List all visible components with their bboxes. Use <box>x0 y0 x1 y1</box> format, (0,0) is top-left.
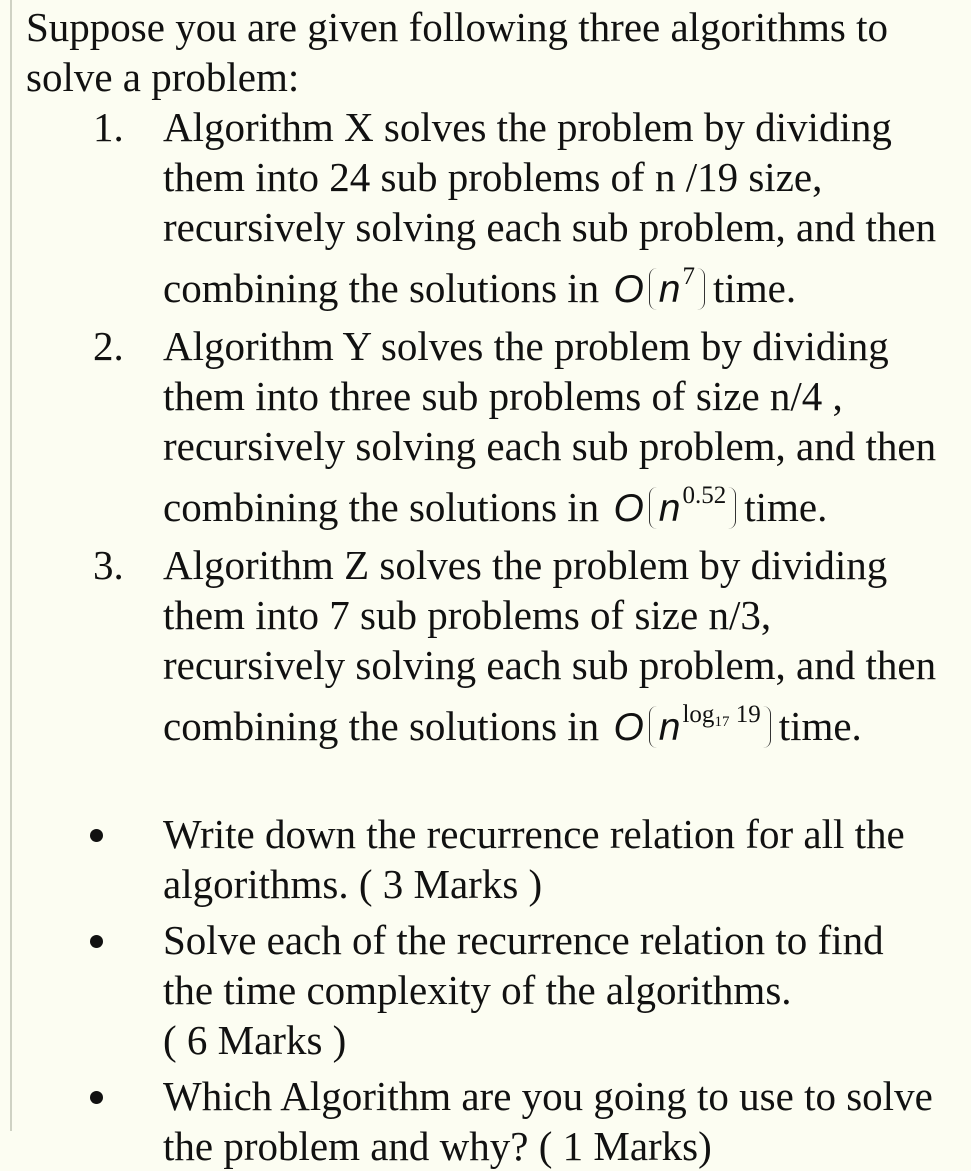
log-argument: 19 <box>735 701 761 728</box>
algorithm-item-z <box>26 540 963 753</box>
right-paren <box>696 268 705 310</box>
task-list <box>26 809 961 1171</box>
algorithm-text-line: them into 7 sub problems of size n/3, <box>163 592 772 638</box>
task-item-solve <box>26 915 953 1065</box>
combine-prefix: combining the solutions in <box>163 484 600 530</box>
combine-line <box>163 690 963 753</box>
combine-suffix: time. <box>712 265 797 311</box>
task-text-line: the problem and why? ( 1 Marks) <box>163 1123 712 1169</box>
algorithm-text-line: them into three sub problems of size n/4 , <box>163 373 843 419</box>
math-base: n <box>658 268 681 311</box>
combine-prefix: combining the solutions in <box>163 703 600 749</box>
left-paren <box>649 487 658 529</box>
big-o-symbol: O <box>613 268 644 311</box>
algorithm-text-line: Algorithm Z solves the problem by dividing <box>163 542 888 588</box>
math-exponent <box>682 701 760 728</box>
list-number: 3. <box>93 542 124 588</box>
algorithm-item-x <box>26 102 963 315</box>
big-o-expression <box>613 471 742 534</box>
right-paren <box>727 487 736 529</box>
task-text-line: ( 6 Marks ) <box>163 1017 347 1063</box>
math-base: n <box>658 706 681 749</box>
task-text-line: Which Algorithm are you going to use to solve <box>163 1073 933 1119</box>
combine-suffix: time. <box>744 484 828 530</box>
algorithm-text-line: Algorithm X solves the problem by dividing <box>163 104 892 150</box>
question-document <box>26 0 961 1171</box>
log-text: log <box>682 701 715 728</box>
list-number: 1. <box>93 104 124 150</box>
right-paren <box>762 706 771 748</box>
algorithm-text-line: recursively solving each sub problem, and then <box>163 642 937 688</box>
log-base: 17 <box>714 714 730 730</box>
left-paren <box>649 268 658 310</box>
algorithm-text-line: Algorithm Y solves the problem by dividing <box>163 323 889 369</box>
algorithm-item-y <box>26 321 963 534</box>
big-o-symbol: O <box>613 706 644 749</box>
bullet-icon <box>90 1091 103 1104</box>
math-base: n <box>658 487 681 530</box>
left-paren <box>649 706 658 748</box>
list-number: 2. <box>93 323 124 369</box>
bullet-icon <box>90 829 103 842</box>
intro-line: Suppose you are given following three algorithms to <box>26 4 888 50</box>
task-text-line: algorithms. ( 3 Marks ) <box>163 861 543 907</box>
task-item-recurrence <box>26 809 953 909</box>
algorithm-text-line: recursively solving each sub problem, and then <box>163 423 937 469</box>
task-text-line: the time complexity of the algorithms. <box>163 967 792 1013</box>
combine-line <box>163 252 963 315</box>
algorithm-text-line: recursively solving each sub problem, and then <box>163 204 937 250</box>
combine-suffix: time. <box>778 703 862 749</box>
big-o-expression <box>613 252 711 315</box>
combine-prefix: combining the solutions in <box>163 265 600 311</box>
intro-paragraph <box>26 0 936 102</box>
algorithm-text-line: them into 24 sub problems of n /19 size, <box>163 154 823 200</box>
math-exponent: 7 <box>682 263 695 290</box>
math-exponent: 0.52 <box>682 482 727 509</box>
intro-line: solve a problem: <box>26 54 300 100</box>
algorithm-list <box>26 102 961 753</box>
page-margin-rule <box>10 0 12 1131</box>
task-text-line: Write down the recurrence relation for all the <box>163 811 905 857</box>
task-text-line: Solve each of the recurrence relation to find <box>163 917 884 963</box>
combine-line <box>163 471 963 534</box>
big-o-symbol: O <box>613 487 644 530</box>
big-o-expression <box>613 690 776 753</box>
task-item-choose <box>26 1071 953 1171</box>
bullet-icon <box>90 935 103 948</box>
